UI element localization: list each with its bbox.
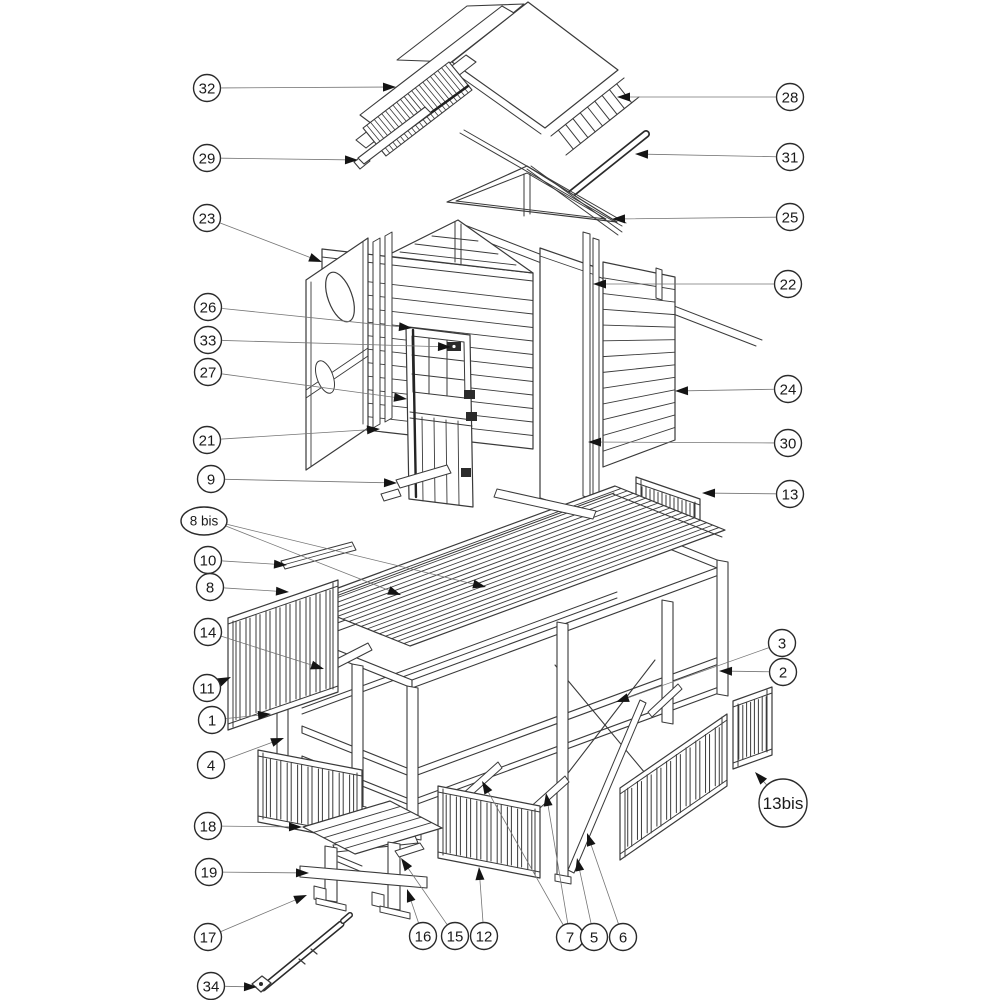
- leader-arrow: [276, 587, 289, 596]
- callout-label-9: 9: [206, 471, 216, 489]
- post-5: [557, 622, 568, 878]
- leader-line: [221, 158, 354, 160]
- corner-trim: [593, 238, 599, 503]
- leader-line: [224, 588, 285, 592]
- leader-line: [578, 862, 591, 923]
- callout-label-21: 21: [198, 432, 216, 450]
- callout-label-2: 2: [778, 664, 788, 682]
- leader-line: [221, 87, 392, 88]
- corner-trim: [385, 232, 392, 422]
- callout-label-11: 11: [199, 680, 215, 698]
- callout-label-12: 12: [475, 928, 493, 946]
- callout-label-8 bis: 8 bis: [189, 513, 219, 529]
- cross-brace: [555, 665, 655, 785]
- roof-batten-rung: [573, 119, 588, 138]
- cabin-assembly: [306, 220, 762, 518]
- plank-pad: [381, 489, 401, 501]
- callout-label-15: 15: [446, 928, 464, 946]
- railing-12: [438, 786, 540, 878]
- roof-batten-rung: [580, 113, 595, 132]
- roof-batten-rung: [602, 95, 617, 114]
- leader-line: [222, 561, 283, 565]
- leader-arrow: [587, 833, 596, 847]
- leader-line: [706, 493, 776, 494]
- callout-label-31: 31: [781, 149, 799, 167]
- pole-face: [263, 924, 341, 988]
- leader-line: [223, 872, 305, 873]
- callout-label-24: 24: [779, 381, 797, 399]
- roof-batten-31-face: [566, 134, 646, 198]
- post-foot: [555, 874, 571, 884]
- roof-batten-rung: [588, 107, 603, 126]
- callout-label-1: 1: [207, 712, 217, 730]
- roof-batten-rung: [558, 130, 573, 149]
- leader-line: [221, 897, 303, 932]
- right-wall: [603, 262, 675, 467]
- leader-arrow: [384, 478, 397, 487]
- table-lower-bar-19: [300, 866, 427, 888]
- door-hinge: [464, 390, 475, 399]
- door-latch: [466, 412, 477, 421]
- pole-hook-pin: [259, 982, 263, 986]
- callout-label-5: 5: [589, 929, 599, 947]
- callout-label-34: 34: [202, 978, 220, 996]
- callout-label-3: 3: [777, 635, 787, 653]
- leader-arrow: [407, 889, 416, 903]
- callout-label-25: 25: [781, 209, 799, 227]
- leader-arrow: [675, 386, 688, 395]
- railing-11: [228, 580, 338, 730]
- leader-line: [639, 154, 776, 157]
- leader-arrow: [475, 867, 484, 880]
- leader-line: [225, 479, 393, 483]
- callout-label-28: 28: [781, 89, 799, 107]
- leader-line: [226, 526, 397, 593]
- leader-arrow: [617, 93, 630, 102]
- callout-label-29: 29: [198, 150, 216, 168]
- railing-13bis: [620, 714, 727, 860]
- leader-line: [616, 217, 776, 219]
- callout-label-27: 27: [199, 364, 217, 382]
- leader-line: [221, 223, 319, 260]
- callout-label-7: 7: [565, 929, 575, 947]
- roof-batten-rung: [609, 90, 624, 109]
- corner-trim: [583, 232, 590, 498]
- roof-batten-rung: [595, 101, 610, 120]
- roof-assembly: [354, 2, 646, 235]
- callout-label-4: 4: [206, 757, 216, 775]
- corner-trim: [373, 238, 380, 428]
- callout-label-30: 30: [779, 435, 797, 453]
- roof-batten-rung: [566, 124, 581, 143]
- leader-line: [620, 648, 769, 701]
- callout-label-13: 13: [781, 486, 799, 504]
- door-hinge-pin: [452, 345, 455, 348]
- anchor-pole: [252, 915, 350, 992]
- table-brace: [338, 856, 362, 866]
- leader-arrow: [702, 489, 715, 498]
- callout-label-33: 33: [199, 332, 217, 350]
- callout-label-26: 26: [199, 299, 217, 317]
- leader-arrow: [482, 781, 492, 795]
- callout-label-6: 6: [618, 929, 628, 947]
- callout-label-16: 16: [414, 928, 432, 946]
- leader-arrow: [635, 150, 648, 159]
- post: [717, 560, 728, 696]
- callout-label-19: 19: [200, 864, 218, 882]
- door-hinge: [461, 468, 471, 477]
- callout-label-13bis: 13bis: [762, 793, 804, 813]
- callout-label-10: 10: [199, 552, 217, 570]
- callout-label-17: 17: [199, 929, 217, 947]
- leader-arrow: [293, 895, 307, 904]
- leader-arrow: [308, 253, 322, 262]
- callout-label-23: 23: [198, 210, 216, 228]
- leader-line: [588, 837, 618, 924]
- table-foot: [372, 892, 384, 908]
- callout-label-22: 22: [779, 276, 797, 294]
- callout-label-14: 14: [199, 624, 217, 642]
- callout-label-8: 8: [205, 579, 215, 597]
- leader-arrow: [401, 858, 412, 871]
- leader-line: [679, 389, 774, 391]
- callout-label-32: 32: [198, 80, 216, 98]
- callout-label-18: 18: [199, 818, 217, 836]
